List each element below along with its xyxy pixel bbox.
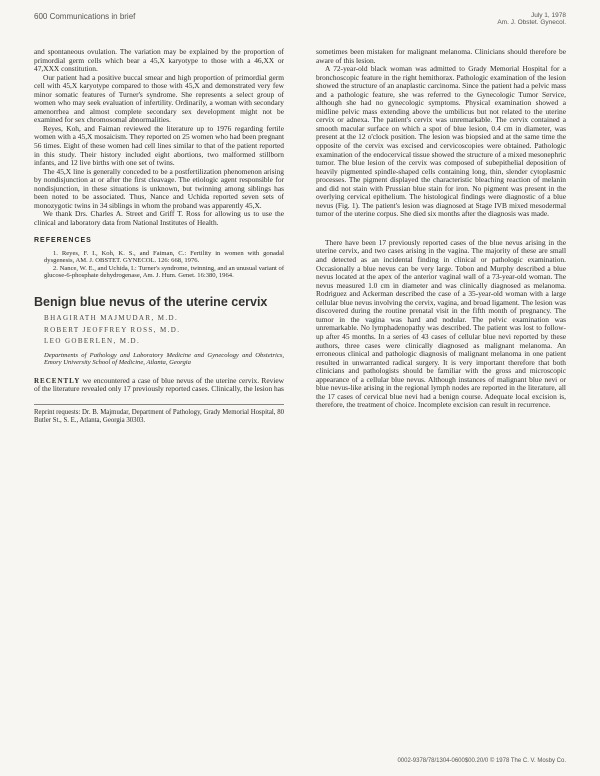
lead-text: we encountered a case of blue nevus of the uterine cervix. Review of the literature revealed only 17 previously reported cases. Clinically, the lesion has [34,375,284,394]
acknowledgment-paragraph: We thank Drs. Charles A. Street and Griff T. Ross for allowing us to use the clinical and laboratory data from National Institutes of Health. [34,209,284,227]
author-name: LEO GOBERLEN, M.D. [44,337,141,346]
publisher-code: 0002-9378/78/1304-0600$00.20/0 © 1978 The C. V. Mosby Co. [397,758,566,764]
journal-reference [497,12,566,26]
case-report-paragraph: A 72-year-old black woman was admitted to Grady Memorial Hospital for a bronchoscopic feature in the right hemithorax. Pathologic examination of the lesion showed the structure of an anaplastic carcinoma. Since the patient had a pelvic mass and a pathologic feature, she was referred to the Gynecologic Tumor Service, although she had no gynecologic symptoms. Physical examination showed a midline pelvic mass extending above the umbilicus but not related to the uterine cervix or adnexa. The patient's cervix was unremarkable. The cervix contained a smooth macular surface on which a spot of blue lesion, 0.4 cm in diameter, was present at the 12 o'clock position. The lesion was biopsied and at the same time the opposite of the cervix was excised and cervicoscopies were obtained. Pathologic examination of the endocervical tissue showed the structure of a mixed mesonephric tumor. The blue lesion of the cervix was composed of subepithelial deposition of heavily pigmented spindle-shaped cells containing long, thin, slender cytoplasmic processes. The pigment displayed the characteristic bleaching reaction of melanin and did not stain with Prussian blue stain for iron. No pigment was present in the overlying cervical epithelium. The histological findings were diagnostic of a blue nevus (Fig. 1). The patient's lesion was diagnosed at Stage IVB mixed mesodermal tumor of the uterine corpus. She died six months after the diagnosis was made. [316,64,566,219]
author-name: ROBERT JEOFFREY ROSS, M.D. [44,325,181,334]
body-paragraph: The 45,X line is generally conceded to be a postfertilization phenomenon arising by nondisjunction at or after the first cleavage. The etiologic agent responsible for nondisjunction, in these situations is unknown, but twinning among siblings has been noted to be associated. Thus, Nance and Uchida reported seven sets of monozygotic twins in 34 siblings in whom the proband was apparently 45,X. [34,166,284,210]
body-paragraph: Our patient had a positive buccal smear and high proportion of primordial germ cell with 45,X karyotype compared to those with 45,X and demonstrated very few minor somatic features of Turner's syndrome. She represents a select group of women who may seek evaluation of infertility. Ordinarily, a woman with secondary amenorrhea and almost complete secondary sex development might not be examined for sex chromosomal abnormalities. [34,72,284,125]
author-affiliation: Departments of Pathology and Laboratory Medicine and Gynecology and Obstetrics, Emory University School of Medicine, Atlanta, Georgia [44,351,284,367]
body-paragraph: sometimes been mistaken for malignant melanoma. Clinicians should therefore be aware of this lesion. [316,47,566,65]
right-column [316,48,566,410]
journal-ref-line2: Am. J. Obstet. Gynecol. [497,19,566,26]
article-title: Benign blue nevus of the uterine cervix [34,294,268,309]
body-paragraph: and spontaneous ovulation. The variation may be explained by the proportion of primordial germ cells which bear a 45,X karyotype to those with a 46,XX or 47,XXX constitution. [34,47,284,74]
running-header [34,12,566,26]
lead-word: RECENTLY [34,376,81,385]
page-section-label: 600 Communications in brief [34,12,136,21]
discussion-paragraph: There have been 17 previously reported cases of the blue nevus arising in the uterine cervix, and two cases arising in the vagina. The majority of these are small and detected as an incidental finding in clinical or pathologic examination. Occasionally a blue nevus can be very large. Tobon and Murphy described a blue nevus located at the apex of the anterior vaginal wall of a 73-year-old woman. The nevus measured 1.0 cm in diameter and was clinically diagnosed as melanoma. Rodriguez and Ackerman described the case of a 35-year-old woman with a large cellular blue nevus involving the cervix, vagina, and broad ligament. The lesion was discovered during the routine prenatal visit in the fifth month of pregnancy. The tumor in the vagina was hard and nodular. The pelvic examination was unremarkable. No lymphadenopathy was described. The patient was lost to follow-up after 45 months. In a series of 43 cases of cellular blue nevi reported by these authors, three cases were clinically diagnosed as malignant melanoma. An erroneous clinical and pathologic diagnosis of malignant melanoma in one patient resulted in unwarranted radical surgery. It is very important therefore that both clinicians and pathologists should be familiar with the gross and microscopic appearance of a cellular blue nevus. Although instances of malignant blue nevi or blue nevus-like arising in the regional lymph nodes are reported in the literature, all the 17 cases of cervical blue nevi had a benign course. Adequate local excision is, therefore, the treatment of choice. Incomplete excision can result in recurrence. [316,237,566,410]
journal-ref-line1: July 1, 1978 [530,12,566,19]
author-name: BHAGIRATH MAJMUDAR, M.D. [44,314,179,323]
article-lead-paragraph [34,377,284,394]
reprint-requests: Reprint requests: Dr. B. Majmudar, Department of Pathology, Grady Memorial Hospital, 80 Butler St., S. E., Atlanta, Georgia 30303. [34,404,284,425]
reference-item: 1. Reyes, F. I., Koh, K. S., and Faiman, C.: Fertility in women with gonadal dysgenesis, AM. J. OBSTET. GYNECOL. 126: 668, 1976. [44,250,284,265]
references-heading: REFERENCES [34,237,92,245]
body-paragraph: Reyes, Koh, and Faiman reviewed the literature up to 1976 regarding fertile women with a 45,X mosaicism. They reported on 25 women who had been pregnant 56 times. Eight of these women had cell lines similar to that of the patient reported in this study. Their history included eight abortions, two malformed stillborn infants, and 12 live births with one set of twins. [34,123,284,168]
reference-item: 2. Nance, W. E., and Uchida, I.: Turner's syndrome, twinning, and an unusual variant of glucose-6-phosphate dehydrogenase, Am. J. Hum. Genet. 16:380, 1964. [44,264,285,280]
left-column [34,48,284,425]
